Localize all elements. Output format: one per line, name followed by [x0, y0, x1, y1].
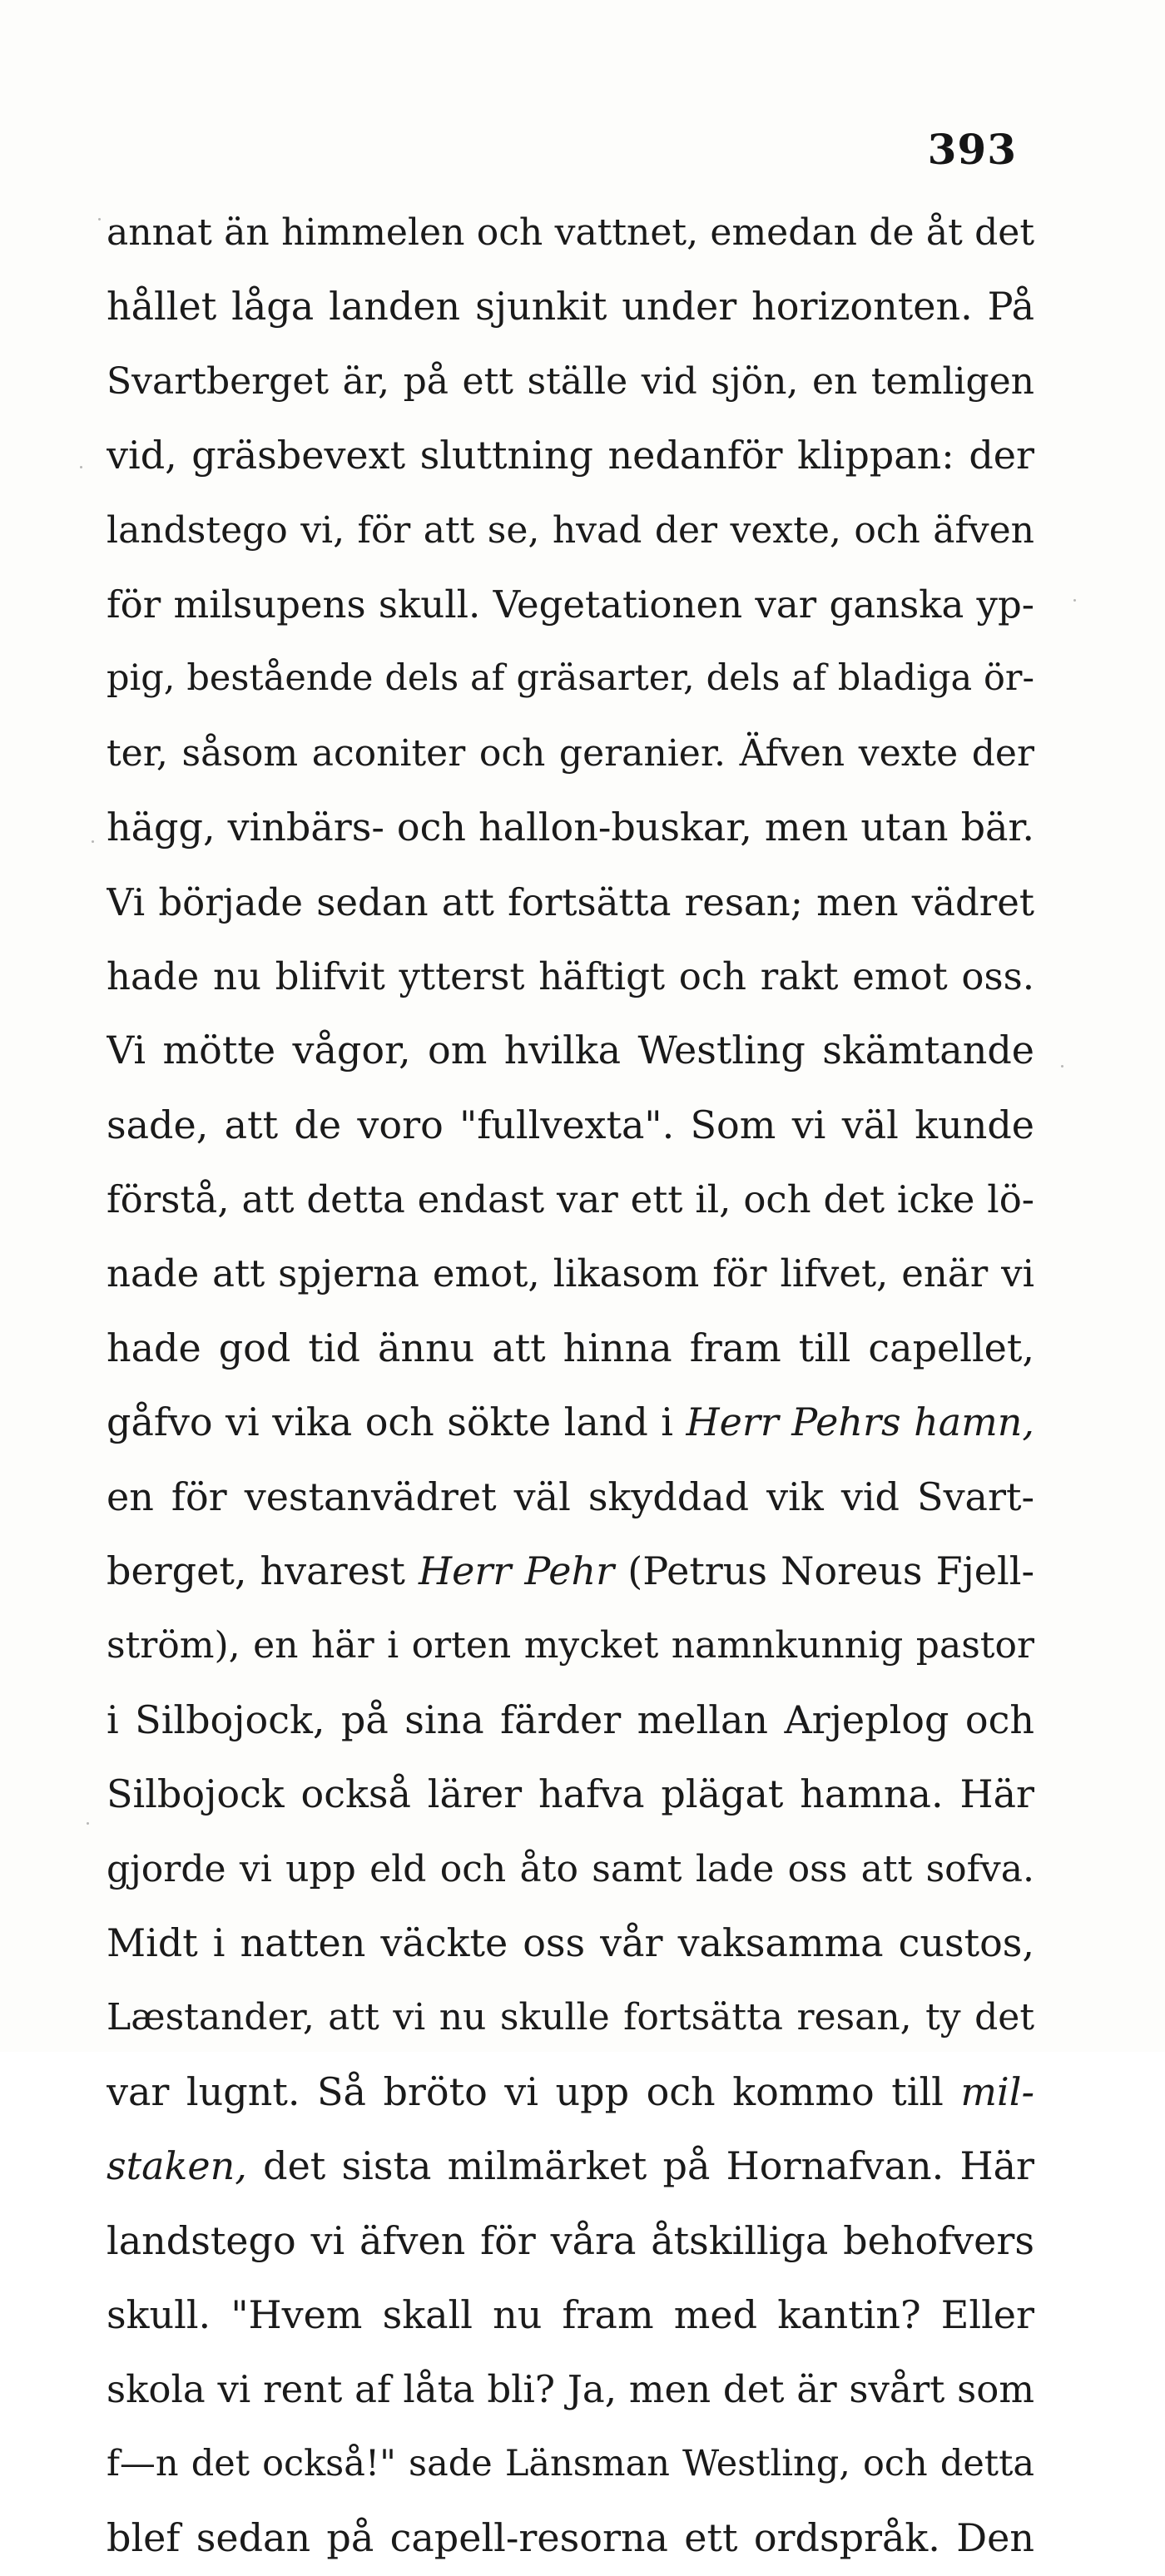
- italic-segment: Herr Pehrs hamn,: [686, 1399, 1034, 1445]
- text-segment: ström), en här i orten mycket namnkunnig pastor: [107, 1624, 1034, 1667]
- text-line: [107, 1088, 1034, 1162]
- text-line: [107, 2278, 1034, 2352]
- text-segment: nade att spjerna emot, likasom för lifvet, enär vi: [107, 1251, 1034, 1296]
- text-line: [107, 1608, 1034, 1682]
- text-line: [107, 1534, 1034, 1608]
- text-line: [107, 2427, 1034, 2501]
- text-segment: Svartberget är, på ett ställe vid sjön, en temligen: [107, 359, 1034, 403]
- text-segment: berget, hvarest: [107, 1548, 419, 1594]
- text-segment: i Silbojock, på sina färder mellan Arjeplog och: [107, 1697, 1034, 1742]
- text-segment: pig, bestående dels af gräsarter, dels af bladiga ör-: [107, 657, 1034, 700]
- text-segment: för milsupens skull. Vegetationen var ganska yp-: [107, 582, 1034, 627]
- text-segment: blef sedan på capell-resorna ett ordspråk. Den: [107, 2515, 1034, 2561]
- text-segment: Midt i natten väckte oss vår vaksamma custos,: [107, 1920, 1034, 1965]
- text-line: [107, 2055, 1034, 2129]
- text-line: [107, 344, 1034, 419]
- text-line: [107, 1683, 1034, 1757]
- text-segment: förstå, att detta endast var ett il, och det icke lö-: [107, 1177, 1034, 1222]
- text-segment: Læstander, att vi nu skulle fortsätta resan, ty det: [107, 1996, 1034, 2039]
- text-segment: Silbojock också lärer hafva plägat hamna. Här: [107, 1771, 1034, 1817]
- text-line: [107, 493, 1034, 567]
- text-segment: hade nu blifvit ytterst häftigt och rakt emot oss.: [107, 954, 1034, 998]
- text-segment: annat än himmelen och vattnet, emedan de åt det: [107, 211, 1034, 254]
- text-line: [107, 1236, 1034, 1310]
- text-segment: hägg, vinbärs- och hallon-buskar, men utan bär.: [107, 805, 1034, 850]
- scan-speck: [80, 466, 82, 468]
- text-segment: sade, att de voro "fullvexta". Som vi väl kunde: [107, 1102, 1034, 1147]
- text-line: [107, 642, 1034, 716]
- text-segment: hade god tid ännu att hinna fram till capellet,: [107, 1325, 1034, 1370]
- text-segment: en för vestanvädret väl skyddad vik vid Svart-: [107, 1474, 1034, 1519]
- text-line: [107, 1162, 1034, 1236]
- text-segment: (Petrus Noreus Fjell-: [614, 1548, 1034, 1594]
- text-line: [107, 567, 1034, 642]
- text-line: [107, 419, 1034, 493]
- text-line: [107, 196, 1034, 270]
- text-line: [107, 2501, 1034, 2575]
- text-line: [107, 1013, 1034, 1087]
- text-line: [107, 939, 1034, 1013]
- text-line: [107, 1832, 1034, 1906]
- page-number: 393: [927, 125, 1017, 174]
- italic-segment: staken,: [107, 2143, 247, 2189]
- text-line: [107, 2352, 1034, 2426]
- italic-segment: Herr Pehr: [419, 1548, 615, 1594]
- text-segment: hållet låga landen sjunkit under horizonten. På: [107, 284, 1034, 329]
- scan-speck: [87, 1822, 89, 1825]
- text-segment: f—n det också!" sade Länsman Westling, och detta: [107, 2442, 1034, 2484]
- scan-speck: [1061, 1065, 1063, 1068]
- body-text: [107, 196, 1034, 2576]
- text-line: [107, 865, 1034, 939]
- scan-speck: [98, 218, 101, 220]
- text-segment: skola vi rent af låta bli? Ja, men det är svårt som: [107, 2367, 1034, 2412]
- text-line: [107, 1980, 1034, 2054]
- text-line: [107, 1757, 1034, 1831]
- scan-speck: [92, 840, 94, 843]
- text-line: [107, 716, 1034, 790]
- text-line: [107, 1906, 1034, 1980]
- text-segment: ter, såsom aconiter och geranier. Äfven vexte der: [107, 731, 1034, 775]
- text-line: [107, 270, 1034, 344]
- text-line: [107, 790, 1034, 864]
- text-segment: Vi mötte vågor, om hvilka Westling skämtande: [107, 1028, 1034, 1073]
- text-segment: det sista milmärket på Hornafvan. Här: [246, 2143, 1034, 2189]
- text-line: [107, 1460, 1034, 1534]
- text-line: [107, 1385, 1034, 1459]
- text-segment: Vi började sedan att fortsätta resan; men vädret: [107, 879, 1034, 924]
- text-segment: var lugnt. Så bröto vi upp och kommo till: [107, 2068, 961, 2114]
- scan-speck: [1073, 599, 1076, 602]
- text-segment: landstego vi äfven för våra åtskilliga behofvers: [107, 2217, 1034, 2263]
- text-segment: landstego vi, för att se, hvad der vexte, och äfven: [107, 508, 1034, 552]
- text-segment: gåfvo vi vika och sökte land i: [107, 1399, 687, 1445]
- italic-segment: mil-: [960, 2068, 1034, 2114]
- text-line: [107, 2129, 1034, 2203]
- text-segment: skull. "Hvem skall nu fram med kantin? Eller: [107, 2291, 1034, 2337]
- text-line: [107, 1311, 1034, 1385]
- text-line: [107, 2204, 1034, 2278]
- text-segment: gjorde vi upp eld och åto samt lade oss att sofva.: [107, 1847, 1034, 1890]
- text-segment: vid, gräsbevext sluttning nedanför klippan: der: [107, 433, 1034, 478]
